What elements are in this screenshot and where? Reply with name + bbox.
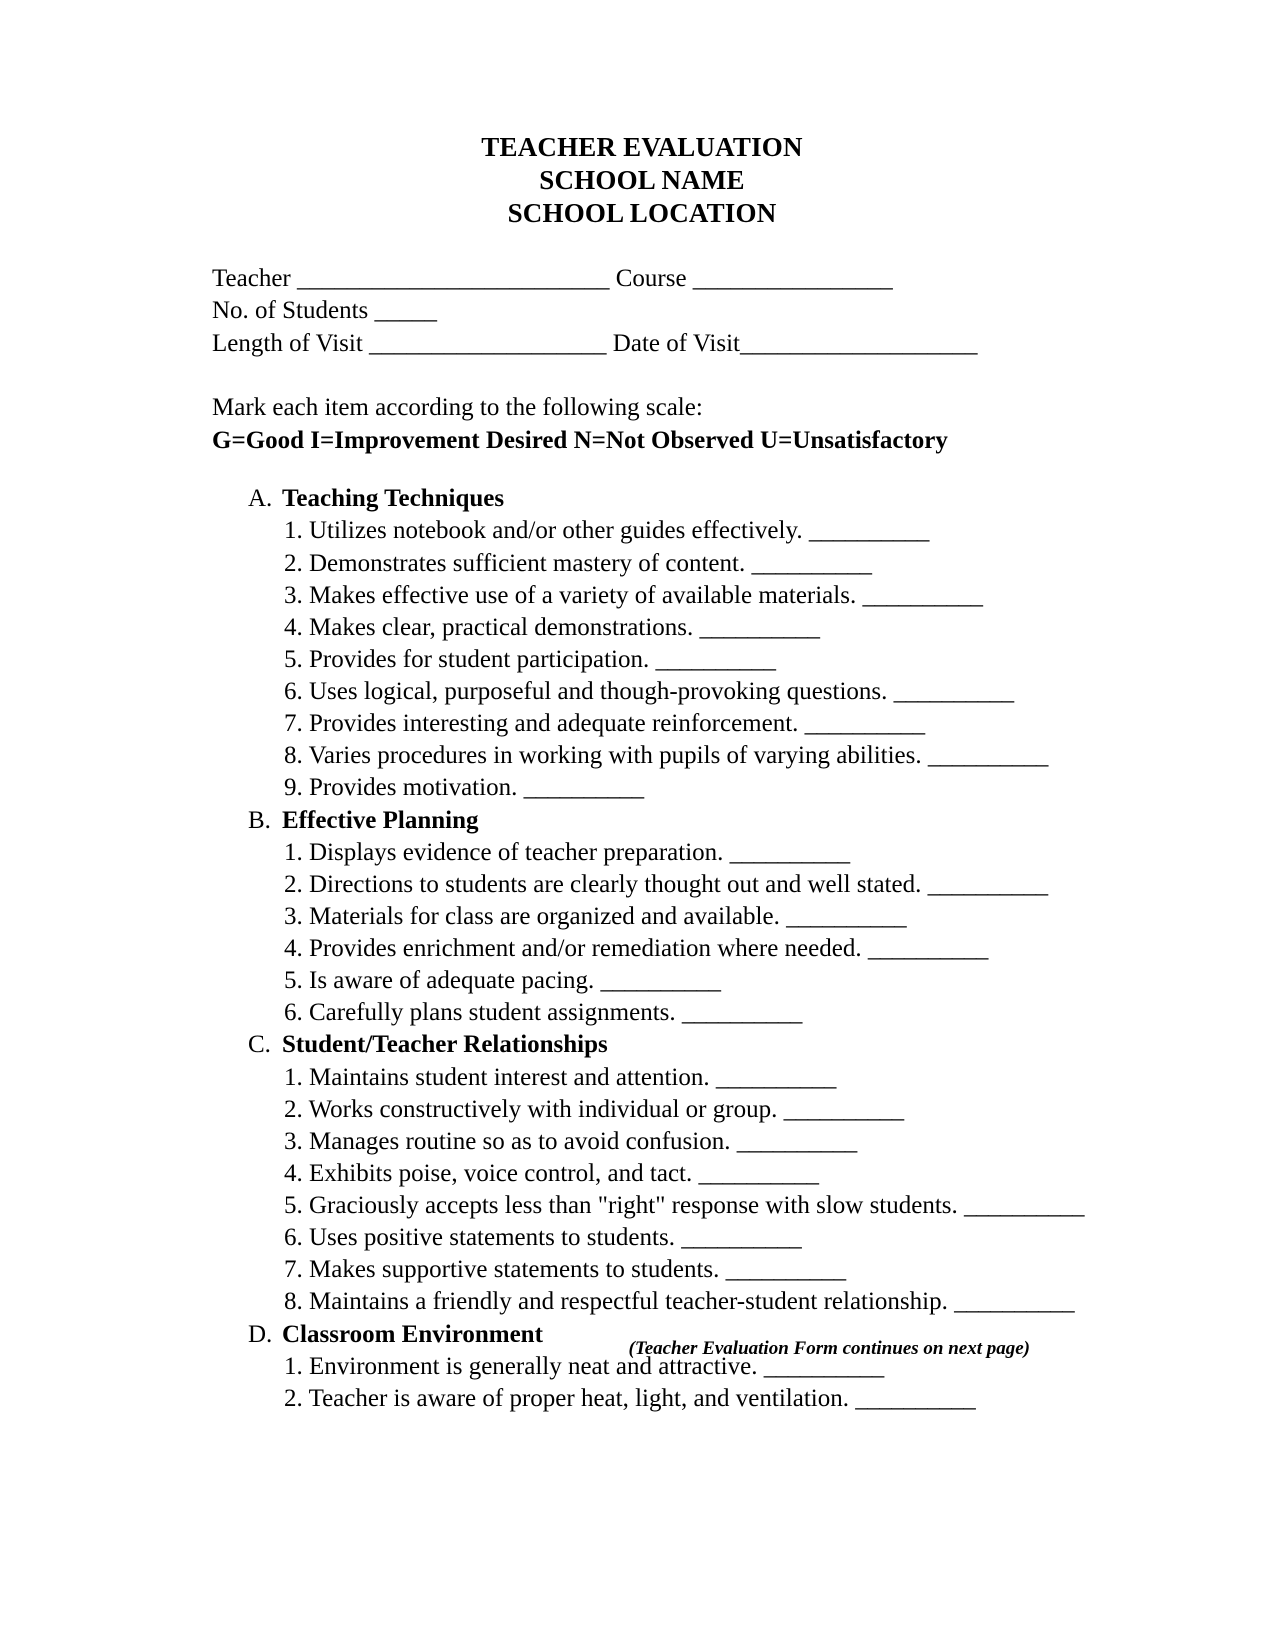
item-text: Graciously accepts less than "right" response with slow students. bbox=[309, 1192, 958, 1220]
item-number: 3. bbox=[284, 581, 303, 609]
item-number: 5. bbox=[284, 645, 303, 673]
item-number: 2. bbox=[284, 1095, 303, 1123]
item-rating-blank[interactable]: __________ bbox=[862, 581, 983, 609]
footer-note: (Teacher Evaluation Form continues on next page) bbox=[628, 1338, 1030, 1359]
item-text: Makes effective use of a variety of available materials. bbox=[309, 581, 857, 609]
item-number: 2. bbox=[284, 1384, 303, 1412]
item-number: 7. bbox=[284, 1256, 303, 1284]
item-number: 1. bbox=[284, 1352, 303, 1380]
item-rating-blank[interactable]: __________ bbox=[600, 967, 721, 995]
item-number: 4. bbox=[284, 935, 303, 963]
item-text: Materials for class are organized and available. bbox=[309, 902, 780, 930]
field-row-teacher-course[interactable]: Teacher _________________________ Course ________________ bbox=[212, 264, 893, 292]
evaluation-item[interactable] bbox=[212, 933, 1072, 965]
item-rating-blank[interactable]: __________ bbox=[867, 935, 988, 963]
item-number: 3. bbox=[284, 1127, 303, 1155]
evaluation-section bbox=[212, 483, 1072, 804]
item-number: 1. bbox=[284, 838, 303, 866]
evaluation-item[interactable] bbox=[212, 965, 1072, 997]
item-rating-blank[interactable]: __________ bbox=[751, 549, 872, 577]
item-text: Environment is generally neat and attractive. bbox=[309, 1352, 758, 1380]
item-rating-blank[interactable]: __________ bbox=[763, 1352, 884, 1380]
evaluation-item[interactable] bbox=[212, 708, 1072, 740]
item-text: Is aware of adequate pacing. bbox=[309, 967, 595, 995]
item-text: Makes clear, practical demonstrations. bbox=[309, 613, 694, 641]
item-text: Teacher is aware of proper heat, light, and ventilation. bbox=[308, 1384, 849, 1412]
evaluation-item[interactable] bbox=[212, 997, 1072, 1029]
item-number: 9. bbox=[284, 774, 303, 802]
item-text: Maintains a friendly and respectful teacher-student relationship. bbox=[309, 1288, 948, 1316]
evaluation-item[interactable] bbox=[212, 1190, 1085, 1222]
item-number: 5. bbox=[284, 1192, 303, 1220]
section-letter: B. bbox=[248, 806, 271, 834]
section-heading bbox=[212, 805, 1072, 837]
item-rating-blank[interactable]: __________ bbox=[681, 1224, 802, 1252]
section-heading bbox=[212, 483, 1072, 515]
item-rating-blank[interactable]: __________ bbox=[954, 1288, 1075, 1316]
item-rating-blank[interactable]: __________ bbox=[893, 678, 1014, 706]
rating-scale-legend: G=Good I=Improvement Desired N=Not Observed U=Unsatisfactory bbox=[212, 426, 948, 454]
item-rating-blank[interactable]: __________ bbox=[698, 1159, 819, 1187]
item-rating-blank[interactable]: __________ bbox=[927, 870, 1048, 898]
item-rating-blank[interactable]: __________ bbox=[783, 1095, 904, 1123]
item-rating-blank[interactable]: __________ bbox=[655, 645, 776, 673]
evaluation-item[interactable] bbox=[212, 869, 1072, 901]
item-rating-blank[interactable]: __________ bbox=[523, 774, 644, 802]
item-number: 6. bbox=[284, 678, 303, 706]
evaluation-item[interactable] bbox=[212, 772, 1072, 804]
title-line-2: SCHOOL NAME bbox=[539, 164, 745, 195]
item-rating-blank[interactable]: __________ bbox=[855, 1384, 976, 1412]
item-text: Varies procedures in working with pupils of varying abilities. bbox=[308, 742, 922, 770]
item-text: Uses logical, purposeful and though-provoking questions. bbox=[309, 678, 888, 706]
item-rating-blank[interactable]: __________ bbox=[804, 710, 925, 738]
item-number: 4. bbox=[284, 1159, 303, 1187]
evaluation-item[interactable] bbox=[212, 548, 1072, 580]
item-number: 6. bbox=[284, 999, 303, 1027]
item-rating-blank[interactable]: __________ bbox=[715, 1063, 836, 1091]
item-text: Provides motivation. bbox=[309, 774, 518, 802]
item-text: Displays evidence of teacher preparation. bbox=[309, 838, 724, 866]
item-number: 8. bbox=[284, 1288, 303, 1316]
evaluation-item[interactable] bbox=[212, 1383, 1072, 1415]
item-rating-blank[interactable]: __________ bbox=[736, 1127, 857, 1155]
evaluation-item[interactable] bbox=[212, 676, 1072, 708]
evaluation-item[interactable] bbox=[212, 515, 1072, 547]
evaluation-item[interactable] bbox=[212, 1094, 1072, 1126]
item-text: Makes supportive statements to students. bbox=[309, 1256, 720, 1284]
item-number: 3. bbox=[284, 902, 303, 930]
item-rating-blank[interactable]: __________ bbox=[808, 517, 929, 545]
evaluation-item[interactable] bbox=[212, 1126, 1072, 1158]
item-number: 4. bbox=[284, 613, 303, 641]
evaluation-section bbox=[212, 805, 1072, 1030]
evaluation-sections bbox=[212, 483, 1085, 1415]
title-line-1: TEACHER EVALUATION bbox=[481, 132, 803, 162]
item-rating-blank[interactable]: __________ bbox=[786, 902, 907, 930]
evaluation-item[interactable] bbox=[212, 901, 1072, 933]
item-text: Maintains student interest and attention. bbox=[309, 1063, 710, 1091]
section-title: Effective Planning bbox=[282, 806, 479, 834]
item-number: 5. bbox=[284, 967, 303, 995]
section-title: Teaching Techniques bbox=[282, 485, 505, 513]
item-number: 6. bbox=[284, 1224, 303, 1252]
instructions-block bbox=[212, 392, 1072, 457]
field-row-number-of-students[interactable]: No. of Students _____ bbox=[212, 297, 437, 325]
item-text: Utilizes notebook and/or other guides effectively. bbox=[309, 517, 803, 545]
identification-fields bbox=[212, 263, 1072, 361]
item-number: 1. bbox=[284, 517, 303, 545]
document-title-block bbox=[212, 131, 1072, 230]
item-rating-blank[interactable]: __________ bbox=[699, 613, 820, 641]
item-number: 8. bbox=[284, 742, 303, 770]
title-line-3: SCHOOL LOCATION bbox=[507, 197, 777, 228]
item-text: Directions to students are clearly thought out and well stated. bbox=[309, 870, 922, 898]
evaluation-item[interactable] bbox=[212, 837, 1072, 869]
item-text: Provides interesting and adequate reinforcement. bbox=[309, 710, 799, 738]
instructions-intro: Mark each item according to the following scale: bbox=[212, 394, 703, 422]
evaluation-item[interactable] bbox=[212, 1062, 1072, 1094]
item-text: Provides for student participation. bbox=[309, 645, 650, 673]
section-title: Student/Teacher Relationships bbox=[282, 1031, 608, 1059]
evaluation-item[interactable] bbox=[212, 1222, 1072, 1254]
item-text: Carefully plans student assignments. bbox=[309, 999, 676, 1027]
item-text: Manages routine so as to avoid confusion. bbox=[309, 1127, 731, 1155]
evaluation-item[interactable] bbox=[212, 580, 1072, 612]
item-text: Works constructively with individual or group. bbox=[308, 1095, 778, 1123]
evaluation-section bbox=[212, 1319, 1072, 1415]
item-text: Provides enrichment and/or remediation where needed. bbox=[309, 935, 862, 963]
item-rating-blank[interactable]: __________ bbox=[725, 1256, 846, 1284]
item-text: Exhibits poise, voice control, and tact. bbox=[309, 1159, 693, 1187]
item-text: Uses positive statements to students. bbox=[309, 1224, 675, 1252]
section-letter: A. bbox=[248, 485, 273, 513]
section-title: Classroom Environment bbox=[282, 1320, 543, 1348]
item-number: 2. bbox=[284, 870, 303, 898]
item-rating-blank[interactable]: __________ bbox=[927, 742, 1048, 770]
evaluation-item[interactable] bbox=[212, 1158, 1072, 1190]
evaluation-item[interactable] bbox=[212, 1286, 1075, 1318]
evaluation-item[interactable] bbox=[212, 612, 1072, 644]
item-rating-blank[interactable]: __________ bbox=[729, 838, 850, 866]
item-number: 7. bbox=[284, 710, 303, 738]
field-row-length-and-date-of-visit[interactable]: Length of Visit ___________________ Date of Visit___________________ bbox=[212, 329, 978, 357]
item-number: 2. bbox=[284, 549, 303, 577]
item-number: 1. bbox=[284, 1063, 303, 1091]
evaluation-item[interactable] bbox=[212, 644, 1072, 676]
section-letter: D. bbox=[248, 1320, 273, 1348]
section-letter: C. bbox=[248, 1031, 271, 1059]
item-text: Demonstrates sufficient mastery of content. bbox=[309, 549, 746, 577]
evaluation-item[interactable] bbox=[212, 740, 1072, 772]
evaluation-section bbox=[212, 1029, 1085, 1318]
item-rating-blank[interactable]: __________ bbox=[964, 1192, 1085, 1220]
evaluation-item[interactable] bbox=[212, 1254, 1072, 1286]
document-body bbox=[212, 131, 1085, 1415]
section-heading bbox=[212, 1029, 1072, 1061]
item-rating-blank[interactable]: __________ bbox=[681, 999, 802, 1027]
